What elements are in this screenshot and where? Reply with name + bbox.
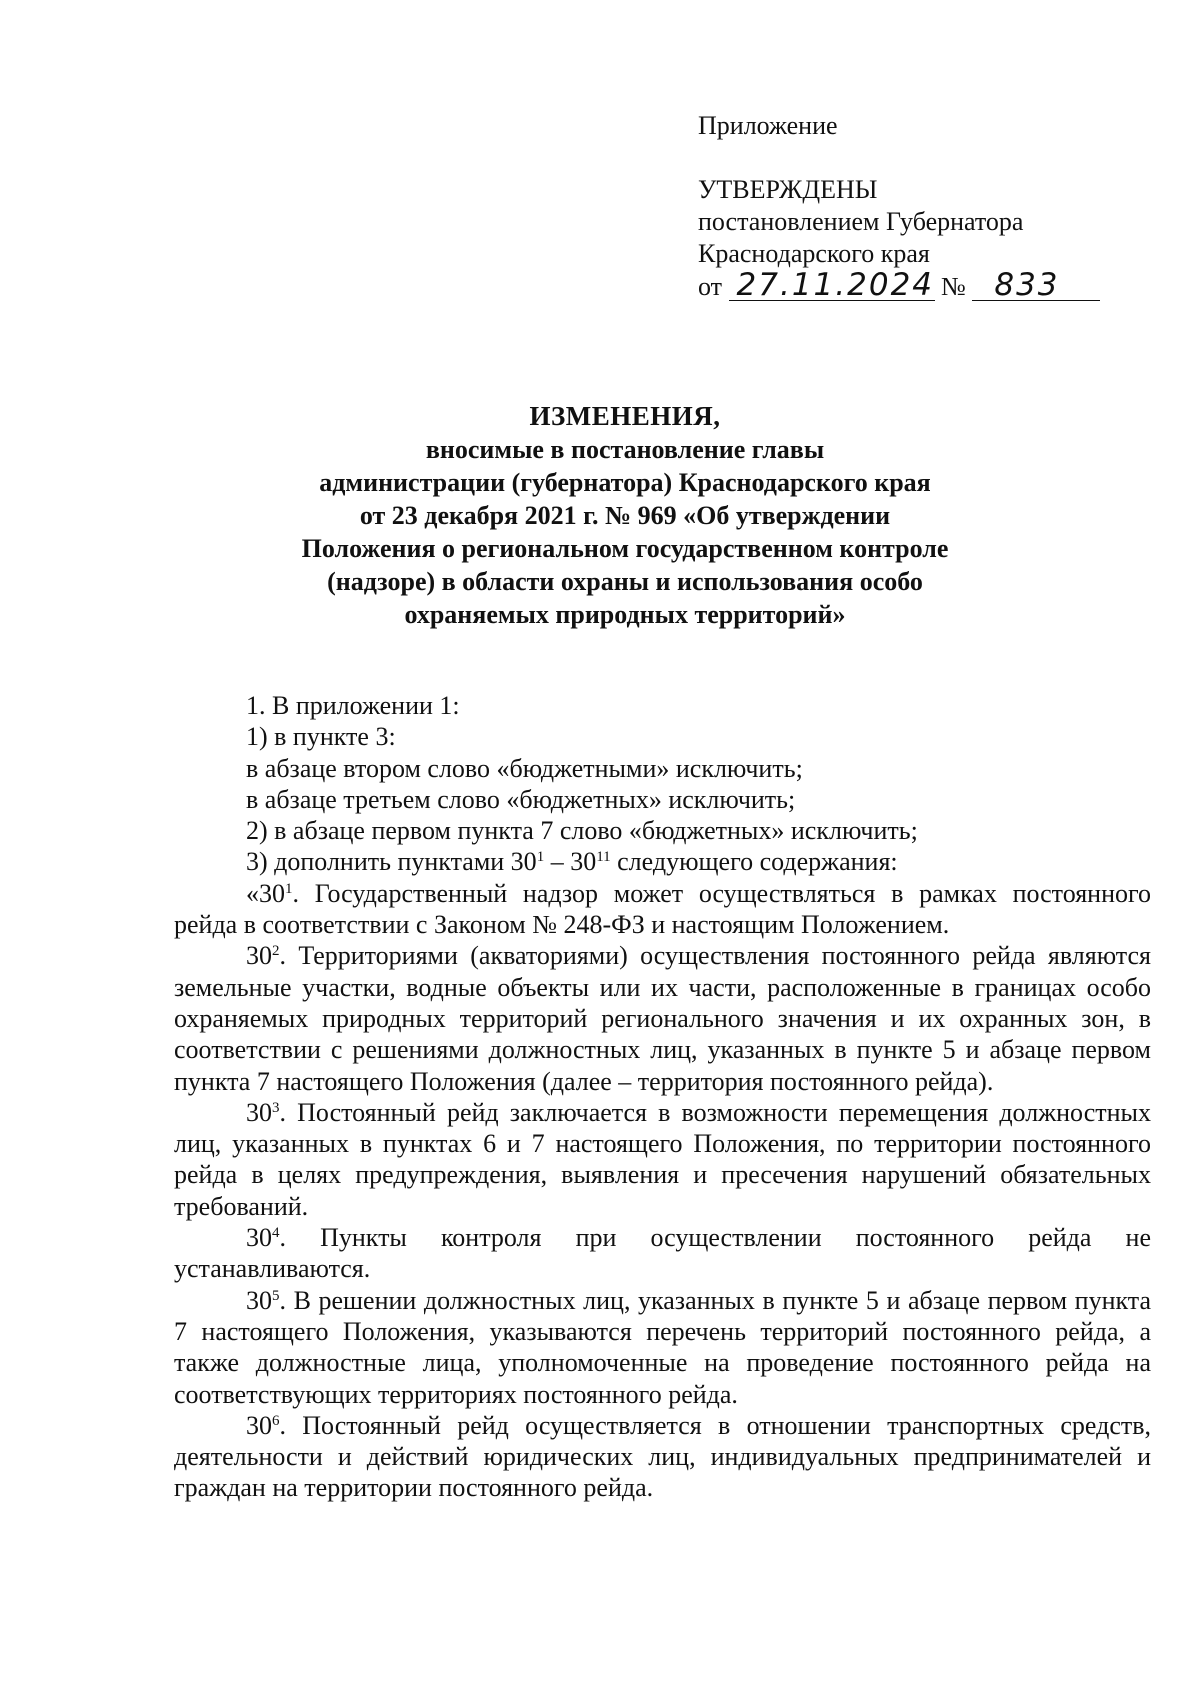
title-line: администрации (губернатора) Краснодарского края [319, 468, 931, 497]
paragraph-30-2: $30^2$. Территориями (акваториями) осуществления постоянного рейда являются земельные участки, водные объекты или их части, расположенные в границах особо охраняемых природных территорий регионального значения и их охранных зон, в соответствии с решениями должностных лиц, указанных в пункте 5 и абзаце первом пункта 7 настоящего Положения (далее – территория постоянного рейда). [174, 941, 1151, 1096]
approved-region-line: Краснодарского края [698, 239, 930, 268]
title-line: охраняемых природных территорий» [404, 600, 846, 629]
body-line: 3) дополнить пунктами $30^1 - 30^{11}$ следующего содержания: [246, 847, 898, 877]
body-line: в абзаце втором слово «бюджетными» исключить; [246, 753, 803, 783]
date-number-line [698, 267, 1118, 303]
approved-by-line: постановлением Губернатора [698, 207, 1024, 236]
title-line: вносимые в постановление главы [425, 435, 825, 464]
handwritten-date: 27.11.2024 [729, 270, 935, 301]
paragraph-30-3: $30^3$. Постоянный рейд заключается в возможности перемещения должностных лиц, указанных в пунктах 6 и 7 настоящего Положения, по территории постоянного рейда в целях предупреждения, выявления и пресечения нарушений обязательных требований. [174, 1097, 1151, 1221]
appendix-label: Приложение [698, 111, 838, 140]
title-line: от 23 декабря 2021 г. № 969 «Об утверждении [359, 501, 891, 530]
title-line: (надзоре) в области охраны и использования особо [327, 567, 923, 596]
body-line: 1) в пункте 3: [246, 722, 396, 752]
document-title [200, 400, 1050, 631]
body-line: 2) в абзаце первом пункта 7 слово «бюджетных» исключить; [246, 816, 918, 846]
title-line: Положения о региональном государственном контроле [301, 534, 949, 563]
handwritten-number: 833 [972, 270, 1100, 301]
paragraph-30-5: $30^5$. В решении должностных лиц, указанных в пункте 5 и абзаце первом пункта 7 настоящего Положения, указываются перечень территорий постоянного рейда, а также должностные лица, уполномоченные на проведение постоянного рейда на соответствующих территориях постоянного рейда. [174, 1285, 1151, 1409]
paragraph-30-4: $30^4$. Пункты контроля при осуществлении постоянного рейда не устанавливаются. [174, 1223, 1151, 1284]
body-line: 1. В приложении 1: [246, 691, 460, 720]
approved-label: УТВЕРЖДЕНЫ [698, 175, 878, 204]
number-label: № [941, 272, 966, 301]
paragraph-30-6: $30^6$. Постоянный рейд осуществляется в отношении транспортных средств, деятельности и действий юридических лиц, индивидуальных предпринимателей и граждан на территории постоянного рейда. [174, 1410, 1151, 1503]
approval-block [698, 110, 1118, 303]
document-body [174, 690, 1151, 1504]
body-line: в абзаце третьем слово «бюджетных» исключить; [246, 784, 796, 814]
from-label: от [698, 272, 723, 301]
title-main: ИЗМЕНЕНИЯ, [529, 401, 721, 431]
paragraph-30-1: «$30^1$. Государственный надзор может осуществляться в рамках постоянного рейда в соответствии с Законом № 248-ФЗ и настоящим Положением. [174, 878, 1151, 940]
